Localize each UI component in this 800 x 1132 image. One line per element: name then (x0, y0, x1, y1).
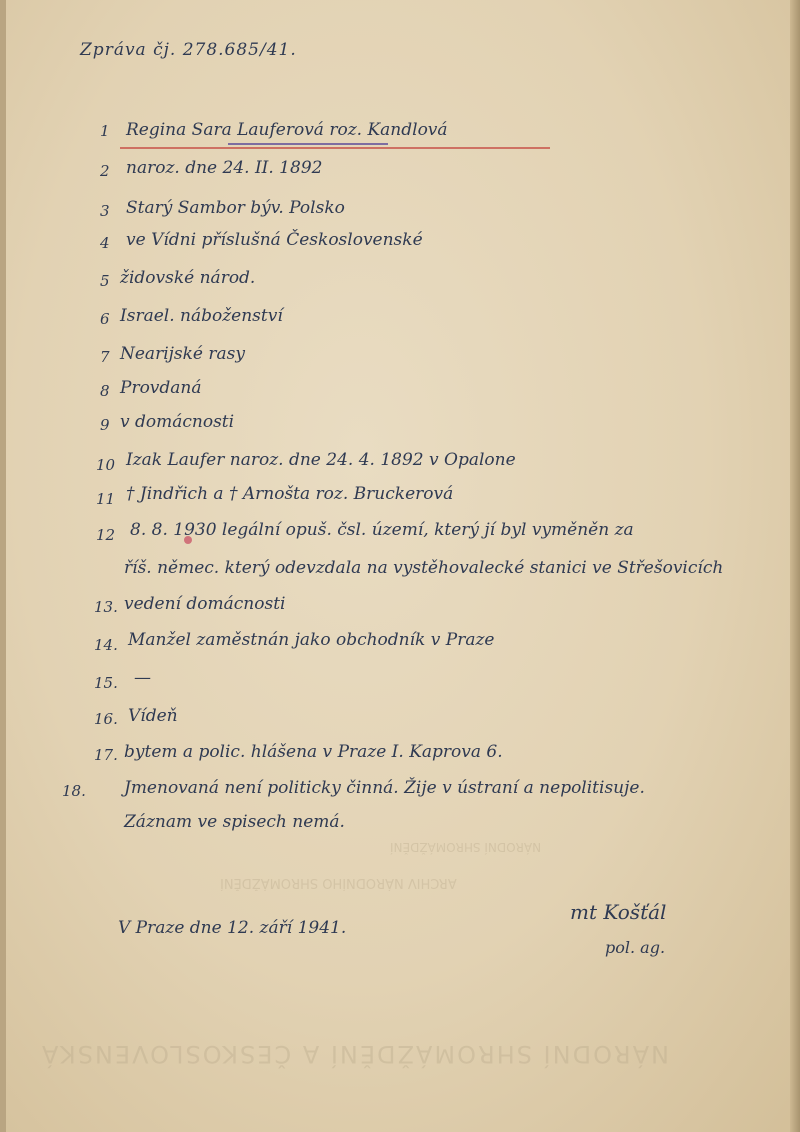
entry-domicile: ve Vídni příslušná Československé (126, 230, 423, 250)
entry-birthdate: naroz. dne 24. II. 1892 (126, 158, 323, 178)
entry-marital-status: Provdaná (120, 378, 202, 398)
entry-means: vedení domácnosti (124, 594, 286, 614)
entry-number-16: 16. (94, 710, 118, 728)
signature-title: pol. ag. (605, 938, 666, 957)
entry-number-6: 6 (100, 310, 110, 328)
entry-number-12: 12 (96, 526, 116, 544)
entry-remarks-line-1: Jmenovaná není politicky činná. Žije v ústraní a nepolitisuje. (124, 778, 645, 798)
entry-number-15: 15. (94, 674, 118, 692)
signature: mt Košťál (570, 900, 667, 924)
entry-remarks-line-2: Záznam ve spisech nemá. (124, 812, 345, 832)
entry-occupation: v domácnosti (120, 412, 235, 432)
entry-passport-line-2: říš. němec. který odevzdala na vystěhovalecké stanici ve Střešovicích (124, 558, 724, 578)
entry-religion: Israel. náboženství (120, 306, 283, 326)
entry-number-2: 2 (100, 162, 110, 180)
page-left-edge (0, 0, 6, 1132)
entry-number-11: 11 (96, 490, 116, 508)
entry-spouse: Izak Laufer naroz. dne 24. 4. 1892 v Opalone (126, 450, 516, 470)
entry-passport-line-1: 8. 8. 1930 legální opuš. čsl. území, který jí byl vyměněn za (130, 520, 634, 540)
bleed-through-text-3: NÁRODNÍ SHROMÁŽDĚNÍ A ČESKOSLOVENSKÁ (40, 1040, 670, 1068)
entry-number-10: 10 (96, 456, 116, 474)
entry-number-7: 7 (100, 348, 110, 366)
bleed-through-text-1: NÁRODNÍ SHROMÁŽDĚNÍ (390, 840, 542, 854)
reference-header: Zpráva čj. 278.685/41. (80, 40, 297, 60)
red-underline (120, 147, 550, 149)
entry-number-3: 3 (100, 202, 110, 220)
entry-number-4: 4 (100, 234, 110, 252)
entry-number-8: 8 (100, 382, 110, 400)
page-right-edge (790, 0, 800, 1132)
entry-race: Nearijské rasy (120, 344, 245, 364)
entry-birthplace: Starý Sambor býv. Polsko (126, 198, 345, 218)
entry-parents: † Jindřich a † Arnošta roz. Bruckerová (126, 484, 454, 504)
entry-number-1: 1 (100, 122, 110, 140)
entry-address: bytem a polic. hlášena v Praze I. Kaprova 6. (124, 742, 503, 762)
entry-number-14: 14. (94, 636, 118, 654)
place-and-date: V Praze dne 12. září 1941. (118, 918, 347, 938)
entry-number-9: 9 (100, 416, 110, 434)
entry-spouse-employment: Manžel zaměstnán jako obchodník v Praze (128, 630, 495, 650)
blue-underline (228, 143, 388, 145)
entry-dash: — (134, 668, 151, 688)
entry-number-18: 18. (62, 782, 86, 800)
entry-nationality: židovské národ. (120, 268, 256, 288)
bleed-through-text-2: ARCHIV NÁRODNÍHO SHROMÁŽDĚNÍ (220, 875, 457, 890)
entry-number-17: 17. (94, 746, 118, 764)
entry-number-5: 5 (100, 272, 110, 290)
entry-name: Regina Sara Lauferová roz. Kandlová (126, 120, 448, 140)
entry-number-13: 13. (94, 598, 118, 616)
entry-previous-residence: Vídeň (128, 706, 178, 726)
